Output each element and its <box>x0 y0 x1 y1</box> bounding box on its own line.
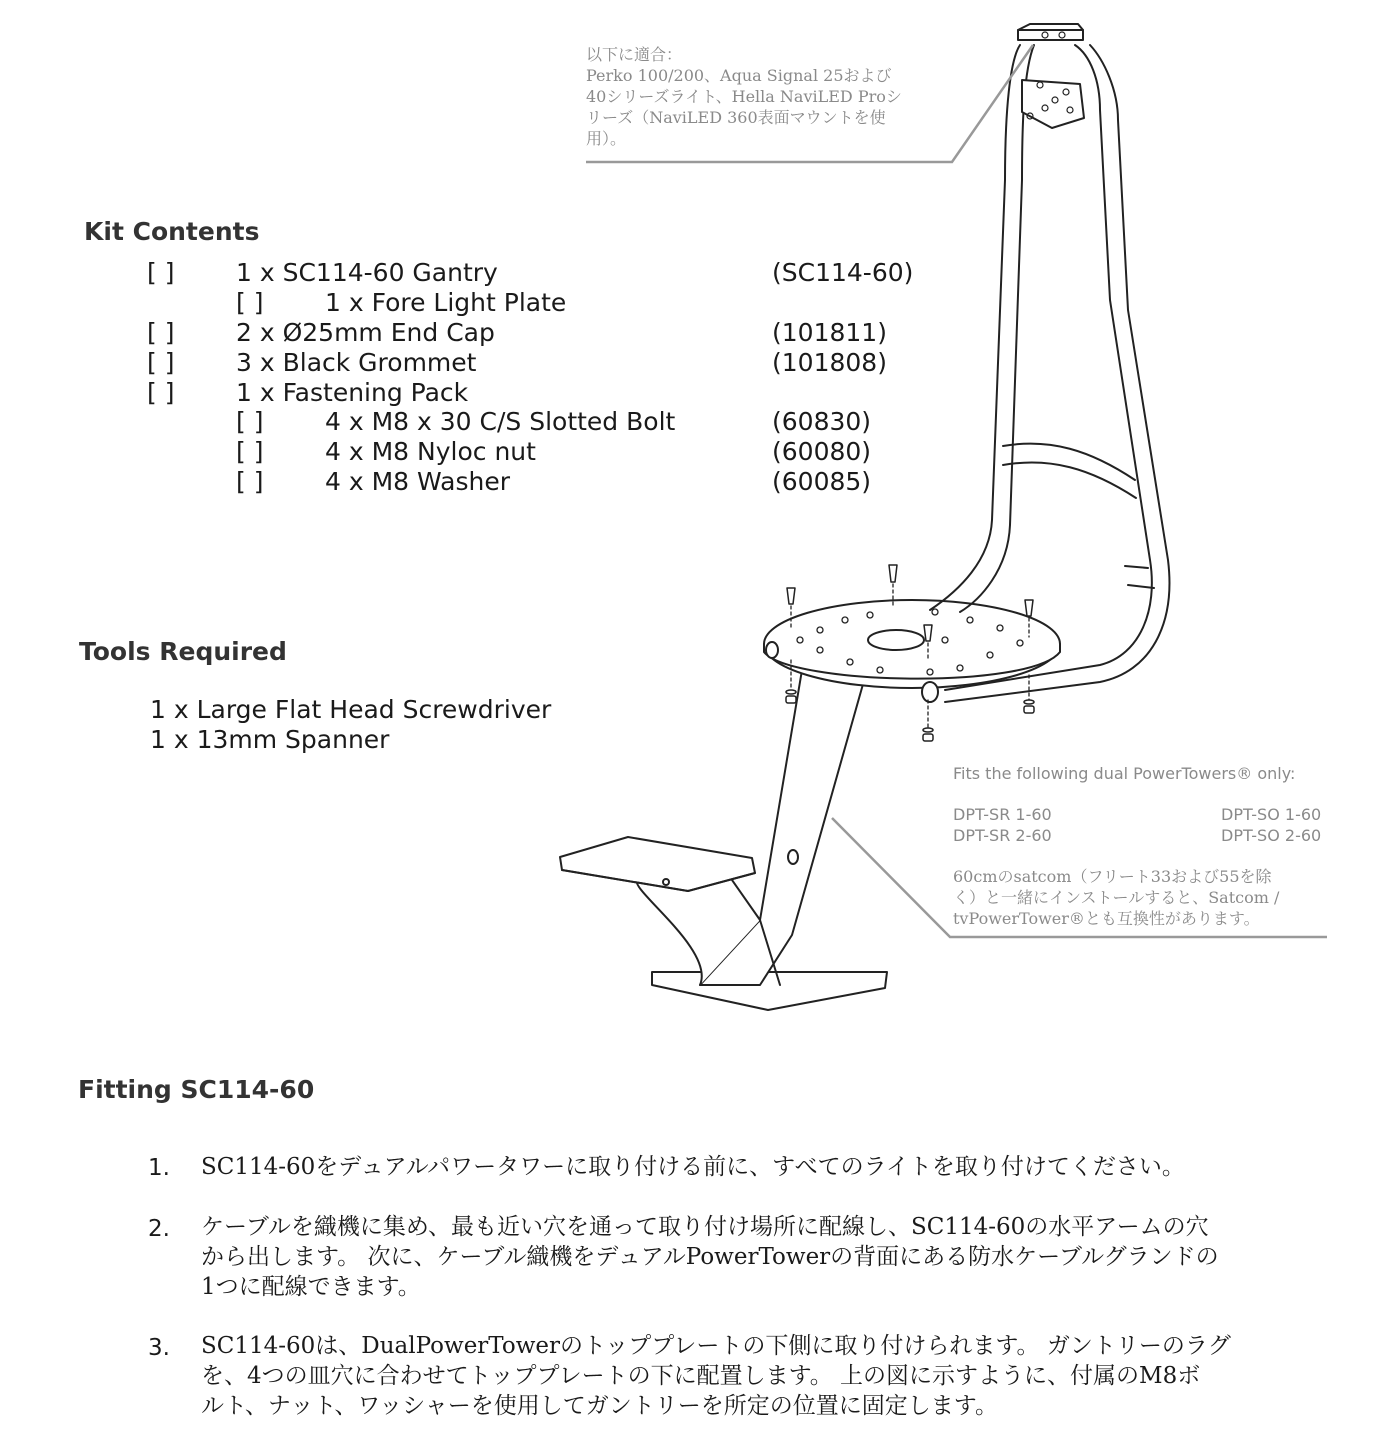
kit-item: 4 x M8 x 30 C/S Slotted Bolt <box>325 407 676 436</box>
kit-item: 4 x M8 Nyloc nut <box>325 437 536 466</box>
step-number: 2. <box>148 1216 170 1242</box>
fits-model: DPT-SR 2-60 <box>953 826 1052 845</box>
kit-item-code: (101808) <box>772 348 887 377</box>
kit-item-code: (60830) <box>772 407 872 436</box>
checkbox: [ ] <box>236 467 264 496</box>
checkbox: [ ] <box>147 348 175 377</box>
light-compatibility-note <box>586 44 902 149</box>
kit-item-code: (101811) <box>772 318 887 347</box>
step-line: ルト、ナット、ワッシャーを使用してガントリーを所定の位置に固定します。 <box>201 1393 998 1419</box>
step-number: 1. <box>148 1155 170 1181</box>
note-line: Perko 100/200、Aqua Signal 25および <box>586 66 892 85</box>
step-text <box>201 1331 1231 1421</box>
fits-model: DPT-SO 1-60 <box>1221 805 1322 824</box>
step-line: ケーブルを織機に集め、最も近い穴を通って取り付け場所に配線し、SC114-60の水平アームの穴 <box>201 1214 1209 1240</box>
kit-item: 1 x Fore Light Plate <box>325 288 567 317</box>
note-line: 用）。 <box>586 129 627 148</box>
note-line: tvPowerTower®とも互換性があります。 <box>953 909 1260 928</box>
kit-item: 4 x M8 Washer <box>325 467 510 496</box>
kit-item-code: (SC114-60) <box>772 258 914 287</box>
kit-item: 1 x Fastening Pack <box>236 378 469 407</box>
kit-item: 1 x SC114-60 Gantry <box>236 258 498 287</box>
step-text <box>201 1212 1219 1302</box>
tool-item: 1 x 13mm Spanner <box>150 725 390 754</box>
step-line: を、4つの皿穴に合わせてトッププレートの下に配置します。 上の図に示すように、付属のM8ボ <box>201 1363 1201 1389</box>
step-text <box>201 1152 1185 1182</box>
kit-item: 3 x Black Grommet <box>236 348 477 377</box>
tools-required-title: Tools Required <box>79 637 287 666</box>
fitting-title: Fitting SC114-60 <box>78 1075 315 1104</box>
note-line: 40シリーズライト、Hella NaviLED Proシ <box>586 87 902 106</box>
fits-model: DPT-SR 1-60 <box>953 805 1052 824</box>
step-line: から出します。 次に、ケーブル織機をデュアルPowerTowerの背面にある防水ケーブルグランドの <box>201 1244 1219 1270</box>
note-line: リーズ（NaviLED 360表面マウントを使 <box>586 108 886 127</box>
fits-title: Fits the following dual PowerTowers® only: <box>953 764 1296 783</box>
step-number: 3. <box>148 1335 170 1361</box>
checkbox: [ ] <box>236 288 264 317</box>
kit-contents-title: Kit Contents <box>84 217 260 246</box>
kit-item-code: (60080) <box>772 437 872 466</box>
checkbox: [ ] <box>147 258 175 287</box>
note-line: 以下に適合： <box>586 45 683 64</box>
step-line: SC114-60をデュアルパワータワーに取り付ける前に、すべてのライトを取り付けてください。 <box>201 1154 1185 1180</box>
note-line: く）と一緒にインストールすると、Satcom / <box>953 888 1280 907</box>
checkbox: [ ] <box>147 318 175 347</box>
kit-item-code: (60085) <box>772 467 872 496</box>
kit-item: 2 x Ø25mm End Cap <box>236 318 495 347</box>
step-line: SC114-60は、DualPowerTowerのトッププレートの下側に取り付けられます。 ガントリーのラグ <box>201 1333 1231 1359</box>
step-line: 1つに配線できます。 <box>201 1274 421 1300</box>
checkbox: [ ] <box>147 378 175 407</box>
note-line: 60cmのsatcom（フリート33および55を除 <box>953 867 1272 886</box>
satcom-compat-note <box>953 866 1279 929</box>
checkbox: [ ] <box>236 437 264 466</box>
tool-item: 1 x Large Flat Head Screwdriver <box>150 695 552 724</box>
fits-model: DPT-SO 2-60 <box>1221 826 1322 845</box>
checkbox: [ ] <box>236 407 264 436</box>
